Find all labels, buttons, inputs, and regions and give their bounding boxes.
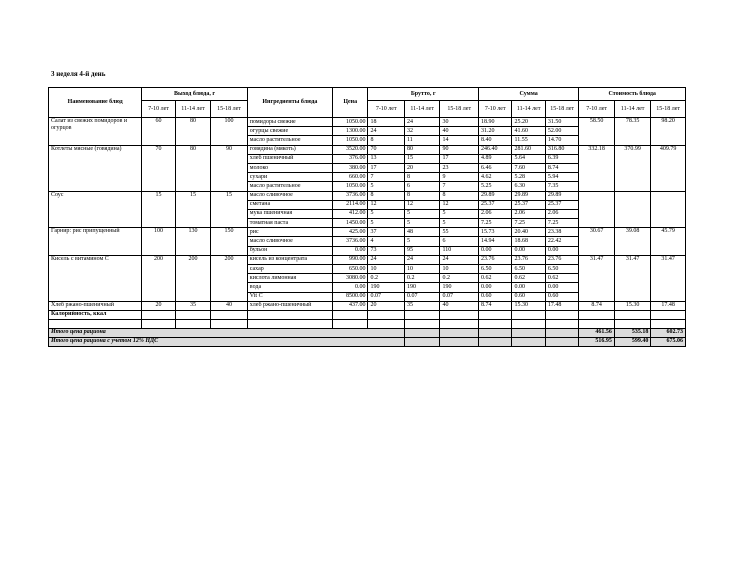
dish-cost	[651, 191, 686, 228]
ingredient-name: помидоры свежие	[247, 118, 332, 127]
empty-cell	[512, 310, 545, 319]
dish-cost: 31.47	[651, 255, 686, 301]
empty-cell	[247, 310, 332, 319]
ingredient-gross: 5	[404, 219, 439, 228]
ingredient-sum: 7.25	[512, 219, 545, 228]
ingredient-gross: 5	[368, 182, 405, 191]
ingredient-sum: 6.50	[478, 265, 511, 274]
ingredient-name: масло растительное	[247, 182, 332, 191]
ingredient-gross: 7	[368, 173, 405, 182]
ingredient-name: кислота лимонная	[247, 274, 332, 283]
total-row	[49, 337, 686, 346]
ingredient-sum: 0.62	[478, 274, 511, 283]
ingredient-gross: 17	[440, 154, 479, 163]
table-row	[49, 145, 686, 154]
ingredient-gross: 15	[404, 154, 439, 163]
total-value: 602.73	[651, 328, 686, 337]
ingredient-name: сметана	[247, 200, 332, 209]
ingredient-name: мука пшеничная	[247, 209, 332, 218]
ingredient-sum: 0.00	[512, 246, 545, 255]
ingredient-name: молоко	[247, 163, 332, 172]
ingredient-gross: 6	[404, 182, 439, 191]
empty-cell	[478, 310, 511, 319]
ingredient-gross: 30	[440, 118, 479, 127]
ingredient-price: 0.00	[332, 283, 367, 292]
dish-yield: 150	[211, 228, 248, 256]
ingredient-gross: 5	[440, 219, 479, 228]
ingredient-price: 1050.00	[332, 118, 367, 127]
ingredient-price: 2114.00	[332, 200, 367, 209]
age-header: 11-14 лет	[175, 101, 210, 118]
ingredient-sum: 2.06	[478, 209, 511, 218]
ingredient-name: томатная паста	[247, 219, 332, 228]
total-value: 675.06	[651, 337, 686, 346]
ingredient-sum: 17.48	[545, 301, 578, 310]
dish-cost: 31.47	[614, 255, 651, 301]
ingredient-sum: 23.38	[545, 228, 578, 237]
calories-label: Калорийность, ккал	[49, 310, 142, 319]
ingredient-sum: 0.00	[478, 283, 511, 292]
ingredient-gross: 20	[404, 163, 439, 172]
ingredient-gross: 90	[440, 145, 479, 154]
header-price: Цена	[332, 88, 367, 118]
ingredient-price: 425.00	[332, 228, 367, 237]
total-value: 535.18	[614, 328, 651, 337]
ingredient-gross: 73	[368, 246, 405, 255]
ingredient-price: 376.00	[332, 154, 367, 163]
ingredient-name: масло сливочное	[247, 191, 332, 200]
ingredient-gross: 10	[368, 265, 405, 274]
dish-yield: 100	[211, 118, 248, 146]
ingredient-gross: 8	[368, 136, 405, 145]
header-dish-cost: Стоимость блюда	[579, 88, 686, 101]
ingredient-gross: 110	[440, 246, 479, 255]
ingredient-gross: 24	[368, 255, 405, 264]
ingredient-price: 3080.00	[332, 274, 367, 283]
ingredient-gross: 95	[404, 246, 439, 255]
empty-cell	[579, 310, 614, 319]
dish-cost: 8.74	[579, 301, 614, 310]
empty-cell	[440, 310, 479, 319]
ingredient-gross: 0.07	[440, 292, 479, 301]
ingredient-sum: 29.89	[512, 191, 545, 200]
ingredient-sum: 14.70	[545, 136, 578, 145]
empty-cell	[404, 310, 439, 319]
empty-cell	[512, 337, 545, 346]
total-label: Итого цена рациона с учетом 12% НДС	[49, 337, 405, 346]
empty-cell	[651, 319, 686, 328]
dish-yield: 200	[142, 255, 175, 301]
ingredient-gross: 12	[404, 200, 439, 209]
empty-cell	[545, 328, 578, 337]
ingredient-sum: 25.37	[478, 200, 511, 209]
ingredient-gross: 24	[404, 118, 439, 127]
dish-cost: 78.35	[614, 118, 651, 146]
ingredient-name: хлеб ржано-пшеничный	[247, 301, 332, 310]
empty-cell	[440, 328, 479, 337]
header-yield: Выход блюда, г	[142, 88, 247, 101]
dish-name: Салат из свежих помидоров и огурцов	[49, 118, 142, 146]
ingredient-gross: 12	[440, 200, 479, 209]
ingredient-price: 660.00	[332, 173, 367, 182]
ingredient-sum: 0.60	[512, 292, 545, 301]
table-row	[49, 118, 686, 127]
ingredient-gross: 24	[440, 255, 479, 264]
ingredient-sum: 31.20	[478, 127, 511, 136]
ingredient-gross: 4	[368, 237, 405, 246]
empty-cell	[211, 319, 248, 328]
ingredient-sum: 29.89	[545, 191, 578, 200]
ingredient-sum: 23.76	[545, 255, 578, 264]
ingredient-price: 1300.00	[332, 127, 367, 136]
dish-yield: 15	[142, 191, 175, 228]
dish-yield: 60	[142, 118, 175, 146]
ingredient-gross: 0.07	[368, 292, 405, 301]
age-header: 15-18 лет	[211, 101, 248, 118]
empty-cell	[49, 319, 142, 328]
ingredient-sum: 23.76	[478, 255, 511, 264]
ingredient-sum: 25.37	[545, 200, 578, 209]
ingredient-sum: 7.25	[478, 219, 511, 228]
ingredient-price: 8500.00	[332, 292, 367, 301]
ingredient-gross: 5	[368, 219, 405, 228]
ingredient-sum: 2.06	[512, 209, 545, 218]
ingredient-gross: 0.2	[368, 274, 405, 283]
ingredient-sum: 18.68	[512, 237, 545, 246]
ingredient-price: 437.00	[332, 301, 367, 310]
age-header: 15-18 лет	[651, 101, 686, 118]
ingredient-gross: 20	[368, 301, 405, 310]
dish-cost: 98.20	[651, 118, 686, 146]
ingredient-gross: 24	[404, 255, 439, 264]
empty-cell	[512, 319, 545, 328]
ingredient-name: бульон	[247, 246, 332, 255]
header-ingredients: Ингредиенты блюда	[247, 88, 332, 118]
ingredient-sum: 15.73	[478, 228, 511, 237]
empty-cell	[478, 337, 511, 346]
ingredient-gross: 7	[440, 182, 479, 191]
age-header: 7-10 лет	[478, 101, 511, 118]
dish-yield: 40	[211, 301, 248, 310]
dish-yield: 15	[211, 191, 248, 228]
empty-cell	[211, 310, 248, 319]
ingredient-price: 380.00	[332, 163, 367, 172]
dish-cost: 30.67	[579, 228, 614, 256]
dish-yield: 90	[211, 145, 248, 191]
dish-cost	[579, 191, 614, 228]
ingredient-sum: 8.74	[545, 163, 578, 172]
empty-cell	[368, 310, 405, 319]
dish-cost: 39.08	[614, 228, 651, 256]
total-row	[49, 328, 686, 337]
dish-yield: 35	[175, 301, 210, 310]
dish-name: Котлеты мясные (говядина)	[49, 145, 142, 191]
empty-cell	[478, 328, 511, 337]
ingredient-sum: 0.62	[545, 274, 578, 283]
empty-cell	[512, 328, 545, 337]
ingredient-sum: 281.60	[512, 145, 545, 154]
ingredient-gross: 0.2	[404, 274, 439, 283]
dish-yield: 100	[142, 228, 175, 256]
ingredient-gross: 23	[440, 163, 479, 172]
empty-cell	[614, 319, 651, 328]
dish-yield: 80	[175, 118, 210, 146]
empty-cell	[478, 319, 511, 328]
dish-yield: 200	[211, 255, 248, 301]
ingredient-sum: 4.62	[478, 173, 511, 182]
ingredient-name: сухари	[247, 173, 332, 182]
ingredient-price: 3520.00	[332, 145, 367, 154]
ingredient-sum: 316.80	[545, 145, 578, 154]
ingredient-sum: 6.50	[512, 265, 545, 274]
ingredient-gross: 5	[440, 209, 479, 218]
dish-cost: 45.79	[651, 228, 686, 256]
ingredient-name: хлеб пшеничный	[247, 154, 332, 163]
ingredient-sum: 25.20	[512, 118, 545, 127]
dish-yield: 70	[142, 145, 175, 191]
empty-cell	[545, 337, 578, 346]
ingredient-gross: 10	[440, 265, 479, 274]
dish-name: Гарнир: рис припущенный	[49, 228, 142, 256]
empty-cell	[142, 319, 175, 328]
ingredient-sum: 2.06	[545, 209, 578, 218]
ingredient-gross: 48	[404, 228, 439, 237]
empty-cell	[614, 310, 651, 319]
ingredient-gross: 6	[440, 237, 479, 246]
header-dish-name: Наименование блюд	[49, 88, 142, 118]
empty-cell	[651, 310, 686, 319]
ingredient-gross: 5	[404, 209, 439, 218]
age-header: 11-14 лет	[614, 101, 651, 118]
dish-cost: 370.99	[614, 145, 651, 191]
ingredient-gross: 8	[404, 173, 439, 182]
ingredient-sum: 0.00	[478, 246, 511, 255]
ingredient-price: 3736.00	[332, 237, 367, 246]
dish-cost	[614, 191, 651, 228]
ingredient-gross: 40	[440, 301, 479, 310]
ingredient-name: вода	[247, 283, 332, 292]
empty-cell	[247, 319, 332, 328]
ingredient-sum: 25.37	[512, 200, 545, 209]
ingredient-gross: 10	[404, 265, 439, 274]
ingredient-gross: 40	[440, 127, 479, 136]
dish-name: Соус	[49, 191, 142, 228]
ingredient-sum: 4.89	[478, 154, 511, 163]
age-header: 15-18 лет	[545, 101, 578, 118]
total-value: 599.40	[614, 337, 651, 346]
ingredient-gross: 55	[440, 228, 479, 237]
age-header: 7-10 лет	[579, 101, 614, 118]
empty-cell	[332, 310, 367, 319]
ingredient-gross: 70	[368, 145, 405, 154]
dish-yield: 80	[175, 145, 210, 191]
ingredient-sum: 18.90	[478, 118, 511, 127]
dish-yield: 15	[175, 191, 210, 228]
dish-cost: 332.18	[579, 145, 614, 191]
ingredient-sum: 41.60	[512, 127, 545, 136]
ingredient-sum: 5.94	[545, 173, 578, 182]
ingredient-gross: 18	[368, 118, 405, 127]
ingredient-sum: 15.30	[512, 301, 545, 310]
dish-cost: 15.30	[614, 301, 651, 310]
blank-row	[49, 319, 686, 328]
empty-cell	[404, 328, 439, 337]
dish-yield: 200	[175, 255, 210, 301]
table-row	[49, 255, 686, 264]
ingredient-name: рис	[247, 228, 332, 237]
ingredient-price: 1450.00	[332, 219, 367, 228]
ingredient-sum: 8.40	[478, 136, 511, 145]
ingredient-gross: 0.07	[404, 292, 439, 301]
dish-name: Кисель с витамином С	[49, 255, 142, 301]
ingredient-sum: 0.60	[545, 292, 578, 301]
dish-cost: 17.48	[651, 301, 686, 310]
ingredient-name: масло сливочное	[247, 237, 332, 246]
ingredient-gross: 11	[404, 136, 439, 145]
dish-yield: 130	[175, 228, 210, 256]
empty-cell	[545, 310, 578, 319]
age-header: 15-18 лет	[440, 101, 479, 118]
dish-cost: 58.50	[579, 118, 614, 146]
ingredient-gross: 0.2	[440, 274, 479, 283]
ingredient-name: масло растительное	[247, 136, 332, 145]
age-header: 7-10 лет	[142, 101, 175, 118]
ingredient-gross: 12	[368, 200, 405, 209]
age-header: 11-14 лет	[404, 101, 439, 118]
empty-cell	[332, 319, 367, 328]
ingredient-price: 1050.00	[332, 182, 367, 191]
empty-cell	[440, 337, 479, 346]
header-age-row	[49, 101, 686, 118]
total-value: 516.95	[579, 337, 614, 346]
ingredient-name: огурцы свежие	[247, 127, 332, 136]
dish-cost: 409.79	[651, 145, 686, 191]
ingredient-gross: 9	[440, 173, 479, 182]
age-header: 7-10 лет	[368, 101, 405, 118]
dish-cost: 31.47	[579, 255, 614, 301]
ingredient-sum: 7.35	[545, 182, 578, 191]
ingredient-price: 650.00	[332, 265, 367, 274]
ingredient-gross: 80	[404, 145, 439, 154]
ingredient-price: 0.00	[332, 246, 367, 255]
ingredient-sum: 5.64	[512, 154, 545, 163]
ingredient-gross: 190	[440, 283, 479, 292]
ingredient-name: кисель из концентрата	[247, 255, 332, 264]
ingredient-gross: 14	[440, 136, 479, 145]
ingredient-sum: 31.50	[545, 118, 578, 127]
ingredient-gross: 8	[404, 191, 439, 200]
header-sum: Сумма	[478, 88, 578, 101]
ingredient-sum: 6.50	[545, 265, 578, 274]
ingredient-price: 1050.00	[332, 136, 367, 145]
ingredient-gross: 35	[404, 301, 439, 310]
ingredient-price: 3736.00	[332, 191, 367, 200]
calories-row	[49, 310, 686, 319]
ingredient-gross: 190	[404, 283, 439, 292]
dish-yield: 20	[142, 301, 175, 310]
empty-cell	[404, 319, 439, 328]
empty-cell	[142, 310, 175, 319]
empty-cell	[579, 319, 614, 328]
ingredient-sum: 0.60	[478, 292, 511, 301]
table-row	[49, 228, 686, 237]
empty-cell	[368, 319, 405, 328]
ingredient-sum: 6.30	[512, 182, 545, 191]
total-label: Итого цена рациона	[49, 328, 405, 337]
ingredient-gross: 17	[368, 163, 405, 172]
empty-cell	[404, 337, 439, 346]
ingredient-sum: 7.60	[512, 163, 545, 172]
ingredient-sum: 11.55	[512, 136, 545, 145]
ingredient-price: 412.00	[332, 209, 367, 218]
document-caption: 3 неделя 4-й день	[51, 70, 106, 78]
ingredient-name: сахар	[247, 265, 332, 274]
ingredient-sum: 0.00	[512, 283, 545, 292]
menu-cost-table	[48, 87, 686, 347]
ingredient-sum: 6.46	[478, 163, 511, 172]
ingredient-name: Vit C	[247, 292, 332, 301]
ingredient-gross: 32	[404, 127, 439, 136]
ingredient-sum: 14.94	[478, 237, 511, 246]
ingredient-gross: 8	[368, 191, 405, 200]
ingredient-price: 990.00	[332, 255, 367, 264]
ingredient-sum: 5.25	[478, 182, 511, 191]
ingredient-gross: 24	[368, 127, 405, 136]
ingredient-sum: 5.28	[512, 173, 545, 182]
age-header: 11-14 лет	[512, 101, 545, 118]
header-gross: Брутто, г	[368, 88, 479, 101]
table-row	[49, 191, 686, 200]
ingredient-name: говядина (мякоть)	[247, 145, 332, 154]
ingredient-sum: 6.39	[545, 154, 578, 163]
menu-body	[49, 118, 686, 347]
header-row	[49, 88, 686, 101]
empty-cell	[175, 310, 210, 319]
ingredient-sum: 52.00	[545, 127, 578, 136]
ingredient-gross: 190	[368, 283, 405, 292]
dish-name: Хлеб ржано-пшеничный	[49, 301, 142, 310]
ingredient-sum: 0.00	[545, 283, 578, 292]
ingredient-sum: 23.76	[512, 255, 545, 264]
ingredient-gross: 13	[368, 154, 405, 163]
ingredient-sum: 0.62	[512, 274, 545, 283]
empty-cell	[440, 319, 479, 328]
table-row	[49, 301, 686, 310]
total-value: 461.56	[579, 328, 614, 337]
ingredient-sum: 246.40	[478, 145, 511, 154]
ingredient-sum: 7.25	[545, 219, 578, 228]
ingredient-gross: 8	[440, 191, 479, 200]
ingredient-sum: 29.89	[478, 191, 511, 200]
ingredient-sum: 8.74	[478, 301, 511, 310]
ingredient-gross: 5	[404, 237, 439, 246]
empty-cell	[545, 319, 578, 328]
ingredient-sum: 20.40	[512, 228, 545, 237]
ingredient-sum: 0.00	[545, 246, 578, 255]
ingredient-gross: 5	[368, 209, 405, 218]
ingredient-gross: 37	[368, 228, 405, 237]
empty-cell	[175, 319, 210, 328]
ingredient-sum: 22.42	[545, 237, 578, 246]
